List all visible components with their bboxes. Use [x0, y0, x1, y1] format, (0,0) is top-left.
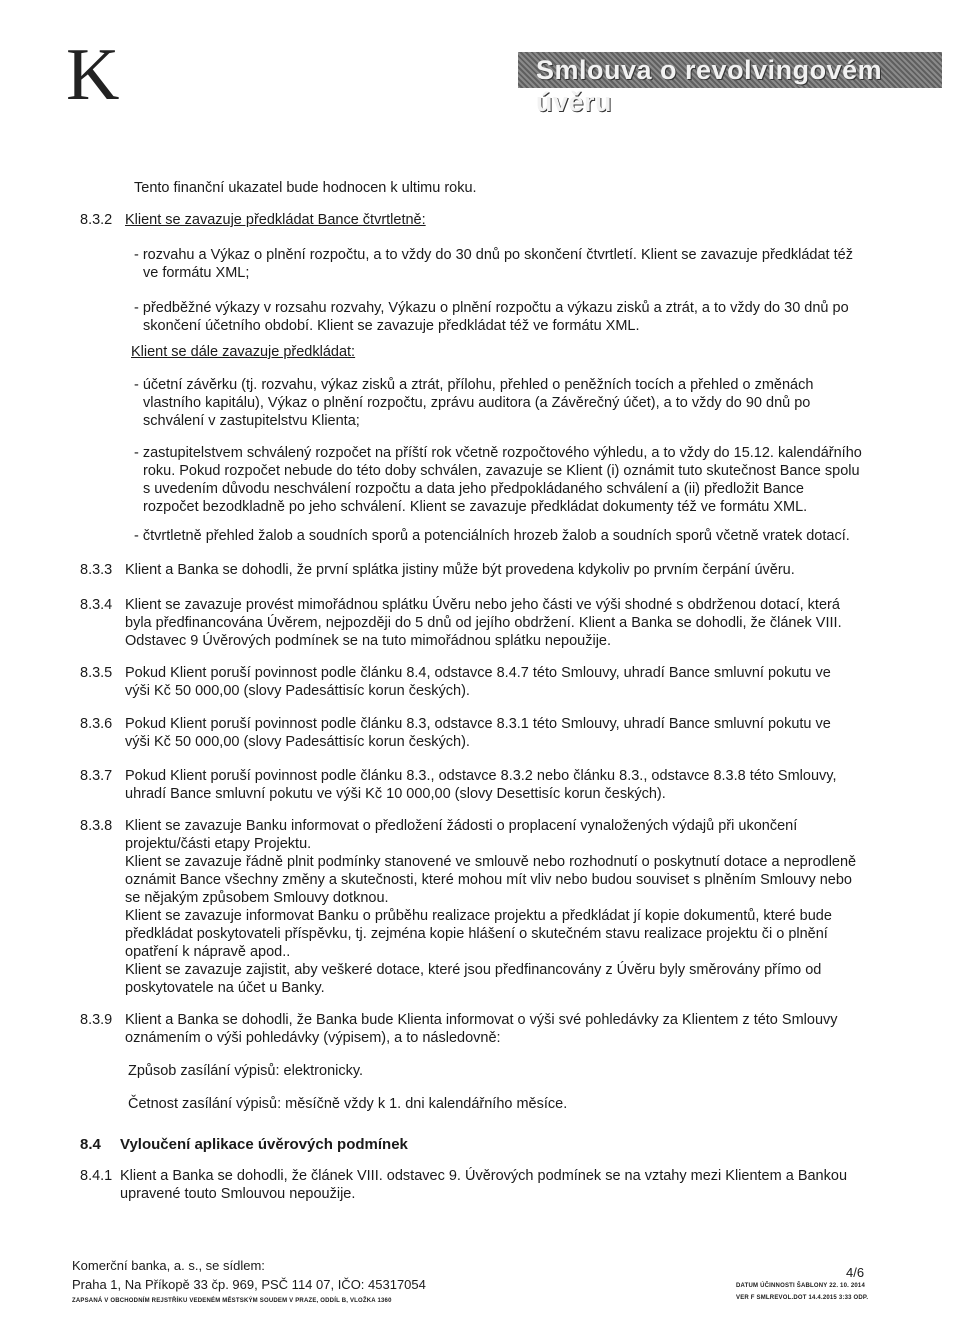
paragraph-line: upravené touto Smlouvou nepoužije. — [120, 1186, 356, 1202]
paragraph-line: projektu/části etapy Projektu. — [125, 836, 312, 852]
section-number: 8.4.1 — [80, 1168, 113, 1184]
bullet-line: rozpočet bezodkladně po jeho schválení. Klient se zavazuje předkládat dokumenty též ve formátu XML. — [143, 499, 808, 515]
paragraph-line: Klient se zavazuje provést mimořádnou splátku Úvěru nebo jeho části ve výši shodné s obdrženou dotací, která — [125, 597, 840, 613]
footer-template-date: DATUM ÚČINNOSTI ŠABLONY 22. 10. 2014 — [736, 1283, 866, 1289]
bullet-line: - účetní závěrku (tj. rozvahu, výkaz zisků a ztrát, přílohu, přehled o peněžních tocích a přehled o změnách — [134, 377, 814, 393]
paragraph-line: Klient se zavazuje informovat Banku o průběhu realizace projektu a předkládat jí kopie dokumentů, které bude — [125, 908, 832, 924]
paragraph-line: Pokud Klient poruší povinnost podle článku 8.3, odstavce 8.3.1 této Smlouvy, uhradí Bance smluvní pokutu ve — [125, 716, 831, 732]
paragraph-line: poskytovatele na účet u Banky. — [125, 980, 325, 996]
bullet-line: schválení v zastupitelstvu Klienta; — [143, 413, 360, 429]
komercni-banka-logo: K — [66, 34, 118, 116]
paragraph-line: Klient a Banka se dohodli, že Banka bude Klienta informovat o výši své pohledávky za Klientem z této Smlouvy — [125, 1012, 838, 1028]
paragraph-line: oznámením o výši pohledávky (výpisem), a to následovně: — [125, 1030, 501, 1046]
bullet-line: vlastního kapitálu), Výkaz o plnění rozpočtu, zprávu auditora (a Závěrečný účet), a to vždy do 90 dnů po — [143, 395, 811, 411]
bullet-line: - předběžné výkazy v rozsahu rozvahy, Výkazu o plnění rozpočtu a výkazu zisků a ztrát, a to vždy do 30 dnů po — [134, 300, 849, 316]
paragraph-line: výši Kč 50 000,00 (slovy Padesáttisíc korun českých). — [125, 683, 470, 699]
paragraph-line: Odstavec 9 Úvěrových podmínek se na tuto mimořádnou splátku nepoužije. — [125, 633, 612, 649]
footer-registry: ZAPSANÁ V OBCHODNÍM REJSTŘÍKU VEDENÉM MĚSTSKÝM SOUDEM V PRAZE, ODDÍL B, VLOŽKA 1360 — [72, 1298, 392, 1304]
bullet-line: skončení účetního období. Klient se zavazuje předkládat též ve formátu XML. — [143, 318, 640, 334]
paragraph-line: Klient se zavazuje řádně plnit podmínky stanovené ve smlouvě nebo rozhodnutí o poskytnutí dotace a neprodleně — [125, 854, 857, 870]
bullet-line: - čtvrtletně přehled žalob a soudních sporů a potenciálních hrozeb žalob a soudních sporů včetně vratek dotací. — [134, 528, 850, 544]
footer-company: Komerční banka, a. s., se sídlem: — [72, 1258, 265, 1273]
bullet-line: - rozvahu a Výkaz o plnění rozpočtu, a to vždy do 30 dnů po skončení čtvrtletí. Klient se zavazuje předkládat též — [134, 247, 853, 263]
paragraph-line: Klient se zavazuje Banku informovat o předložení žádosti o proplacení vynaložených výdajů při ukončení — [125, 818, 798, 834]
section-number: 8.3.9 — [80, 1012, 113, 1028]
section-number: 8.3.2 — [80, 212, 113, 228]
bullet-line: ve formátu XML; — [143, 265, 250, 281]
paragraph-line: Pokud Klient poruší povinnost podle článku 8.4, odstavce 8.4.7 této Smlouvy, uhradí Bance smluvní pokutu ve — [125, 665, 831, 681]
footer-address: Praha 1, Na Příkopě 33 čp. 969, PSČ 114 07, IČO: 45317054 — [72, 1277, 426, 1292]
bullet-line: s uvedením důvodu neschválení rozpočtu a data jeho předpokládaného schválení a (ii) předložit Bance — [143, 481, 804, 497]
section-number: 8.4 — [80, 1136, 101, 1153]
paragraph-line: oznámit Bance všechny změny a skutečnosti, které mohou mít vliv nebo budou souviset s plněním Smlouvy nebo — [125, 872, 852, 888]
section-number: 8.3.5 — [80, 665, 113, 681]
bullet-line: - zastupitelstvem schválený rozpočet na příští rok včetně rozpočtového výhledu, a to vždy do 15.12. kalendářního — [134, 445, 862, 461]
section-number: 8.3.4 — [80, 597, 113, 613]
paragraph-line: uhradí Bance smluvní pokutu ve výši Kč 10 000,00 (slovy Desettisíc korun českých). — [125, 786, 666, 802]
paragraph-line: Klient se zavazuje zajistit, aby veškeré dotace, které jsou předfinancovány z Úvěru byly směrovány přímo od — [125, 962, 822, 978]
paragraph-line: byla předfinancována Úvěrem, nejpozději do 5 dnů od jejího obdržení. Klient a Banka se dohodli, že článek VIII. — [125, 615, 842, 631]
intro-text: Tento finanční ukazatel bude hodnocen k ultimu roku. — [134, 180, 477, 196]
section-number: 8.3.7 — [80, 768, 113, 784]
section-number: 8.3.8 — [80, 818, 113, 834]
section-number: 8.3.3 — [80, 562, 113, 578]
paragraph-line: předkládat poskytovateli příspěvku, tj. zejména kopie hlášení o skutečném stavu realizace projektu či o plnění — [125, 926, 828, 942]
paragraph-line: výši Kč 50 000,00 (slovy Padesáttisíc korun českých). — [125, 734, 470, 750]
page-number: 4/6 — [846, 1265, 865, 1280]
section-number: 8.3.6 — [80, 716, 113, 732]
section-title: Klient se zavazuje předkládat Bance čtvrtletně: — [125, 212, 426, 228]
subheading: Klient se dále zavazuje předkládat: — [131, 344, 356, 360]
bullet-line: roku. Pokud rozpočet nebude do této doby schválen, zavazuje se Klient (i) oznámit tuto skutečnost Bance spolu — [143, 463, 860, 479]
paragraph-line: Pokud Klient poruší povinnost podle článku 8.3., odstavce 8.3.2 nebo článku 8.3., odstavce 8.3.8 této Smlouvy, — [125, 768, 837, 784]
statement-method: Způsob zasílání výpisů: elektronicky. — [128, 1063, 364, 1079]
statement-frequency: Četnost zasílání výpisů: měsíčně vždy k 1. dni kalendářního měsíce. — [128, 1096, 568, 1112]
paragraph-line: opatření k nápravě apod.. — [125, 944, 291, 960]
paragraph-line: Klient a Banka se dohodli, že první splátka jistiny může být provedena kdykoliv po prvním čerpání úvěru. — [125, 562, 795, 578]
document-title-banner — [518, 52, 942, 117]
paragraph-line: Klient a Banka se dohodli, že článek VIII. odstavec 9. Úvěrových podmínek se na vztahy mezi Klientem a Bankou — [120, 1168, 848, 1184]
footer-version: VER F SMLREVOL.DOT 14.4.2015 3:33 ODP. — [736, 1295, 869, 1301]
section-heading: Vyloučení aplikace úvěrových podmínek — [120, 1136, 408, 1153]
document-title: Smlouva o revolvingovém úvěru — [536, 55, 883, 117]
paragraph-line: se nějakým způsobem Smlouvy dotknou. — [125, 890, 389, 906]
